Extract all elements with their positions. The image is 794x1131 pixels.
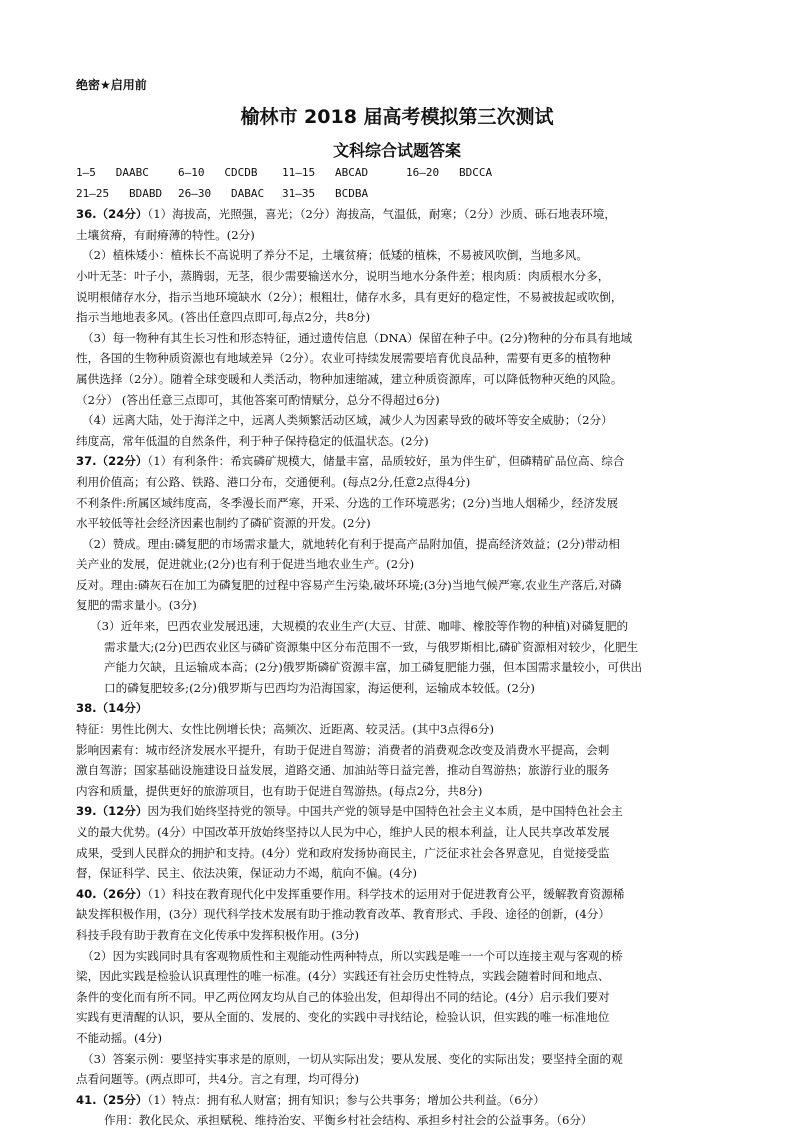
choice-answer-group: 31—35 BCDBA [282, 186, 369, 200]
page-title: 榆林市 2018 届高考模拟第三次测试 [240, 106, 554, 128]
choice-answer-group: 21—25 BDABD [76, 186, 163, 200]
q40-line: （3）答案示例：要坚持实事求是的原则，一切从实际出发；要从发展、变化的实际出发；要坚持全面的观 [82, 1051, 623, 1066]
q36-line: 纬度高，常年低温的自然条件，利于种子保持稳定的低温状态。(2分) [76, 433, 429, 448]
answer-text: （1）有利条件：希宾磷矿规模大，储量丰富，品质较好，虽为伴生矿，但磷精矿品位高、综合 [147, 454, 625, 469]
answer-text: （1）海拔高，光照强，喜光；（2分）海拔高，气温低，耐寒；（2分）沙质、砾石地表环境， [147, 207, 616, 222]
q37-line: 产能力欠缺，且运输成本高；(2分)俄罗斯磷矿资源丰富，加工磷复肥能力强，但本国需求量较小，可供出 [104, 660, 643, 675]
q37-line: 不利条件:所属区域纬度高，冬季漫长而严寒，开采、分选的工作环境恶劣；(2分)当地人烟稀少，经济发展 [76, 495, 619, 510]
choice-answers-row-2 [76, 184, 726, 205]
q40-line: 实践有更清醒的认识，要从全面的、发展的、变化的实践中寻找结论，检验认识，但实践的唯一标准地位 [76, 1010, 610, 1025]
q38-line: 影响因素有：城市经济发展水平提升，有助于促进自驾游；消费者的消费观念改变及消费水平提高，会刺 [76, 742, 610, 757]
q37-line: 关产业的发展，促进就业;(2分)也有利于促进当地农业生产。(2分) [76, 557, 415, 572]
page-subtitle: 文科综合试题答案 [332, 141, 461, 160]
q40-line: 梁，因此实践是检验认识真理性的唯一标准。(4分）实践还有社会历史性特点，实践会随着时间和地点、 [76, 969, 610, 984]
q38-line: 激自驾游；国家基础设施建设日益发展，道路交通、加油站等日益完善，推动自驾游热；旅游行业的服务 [76, 763, 610, 778]
q37-line: 口的磷复肥较多;(2分)俄罗斯与巴西均为沿海国家，海运便利，运输成本较低。(2分) [104, 680, 535, 695]
q37-line: （2）赞成。理由:磷复肥的市场需求量大，就地转化有利于提高产品附加值，提高经济效益；(2分)带动相 [82, 536, 620, 551]
q40-line: 点看问题等。(两点即可，共4分。言之有理，均可得分) [76, 1072, 360, 1087]
answer-body [76, 163, 726, 1131]
choice-answer-group: 26—30 DABAC [178, 186, 265, 200]
q39-number: 39.（12分） [76, 804, 148, 819]
answer-text: （1）科技在教育现代化中发挥重要作用。科学技术的运用对于促进教育公平，缓解教育资源稀 [147, 886, 625, 901]
q39-line: 义的最大优势。(4分）中国改革开放始终坚持以人民为中心，维护人民的根本利益，让人民共享改革发展 [76, 825, 610, 839]
q37-line: （3）近年来，巴西农业发展迅速，大规模的农业生产(大豆、甘蔗、咖啡、橡胶等作物的种植)对磷复肥的 [90, 619, 629, 634]
q38-line: 内容和质量，提供更好的旅游项目，也有助于促进自驾游热。(每点2分，共8分) [76, 783, 483, 798]
q40-line: 条件的变化而有所不同。甲乙两位网友均从自己的体验出发，但却得出不同的结论。(4分）启示我们要对 [76, 989, 610, 1004]
q40-line: 不能动摇。(4分) [76, 1030, 162, 1045]
choice-answer-group: 16—20 BDCCA [406, 166, 493, 179]
q37-line: 反对。理由:磷灰石在加工为磷复肥的过程中容易产生污染,破坏环境;(3分)当地气候严寒,农业生产落后,对磷 [76, 577, 622, 592]
q38-number: 38.（14分） [76, 701, 148, 716]
q39-line: 成果，受到人民群众的拥护和支持。(4分）党和政府发扬协商民主，广泛征求社会各界意见，自觉接受监 [76, 845, 610, 860]
secret-label: 绝密★启用前 [76, 78, 147, 92]
q36-line: 性，各国的生物种质资源也有地域差异（2分）。农业可持续发展需要培育优良品种，需要有更多的植物种 [76, 351, 611, 366]
q39-line [76, 801, 726, 822]
q38-line: 特征：男性比例大、女性比例增长快；高频次、近距离、较灵活。(其中3点得6分) [76, 722, 494, 737]
q37-line: 需求量大;(2分)巴西农业区与磷矿资源集中区分布范围不一致，与俄罗斯相比,磷矿资源相对较少，化肥生 [104, 639, 639, 654]
choice-answer-group: 1—5 DAABC [76, 166, 149, 179]
q36-line: （4）远离大陆，处于海洋之中，远离人类频繁活动区域，减少人为因素导致的破坏等安全威胁；（2分） [82, 413, 613, 428]
q37-line: 复肥的需求量小。(3分) [76, 598, 197, 613]
q40-line: 科技手段有助于教育在文化传承中发挥积极作用。(3分) [76, 927, 360, 942]
q36-line: 属供选择（2分）。随着全球变暖和人类活动，物种加速缩减，建立种质资源库，可以降低物种灭绝的风险。 [76, 371, 623, 386]
q41-line [76, 1090, 726, 1111]
q36-line: 说明根储存水分，指示当地环境缺水（2分）；根粗壮，储存水多，具有更好的稳定性，不易被拔起或吹倒， [76, 289, 623, 304]
choice-answer-group: 11—15 ABCAD [282, 166, 369, 179]
answer-text: （1）特点：拥有私人财富；拥有知识；参与公共事务；增加公共利益。（6分） [147, 1092, 545, 1107]
q40-line: 缺发挥积极作用，(3分）现代科学技术发展有助于推动教育改革、教育形式、手段、途径的创新，(4分） [76, 907, 610, 922]
q36-line: （3）每一物种有其生长习性和形态特征，通过遗传信息（DNA）保留在种子中。(2分)物种的分布具有地域 [82, 330, 633, 345]
answer-text: 因为我们始终坚持党的领导。中国共产党的领导是中国特色社会主义本质，是中国特色社会主 [147, 804, 623, 819]
q40-line: （2）因为实践同时具有客观物质性和主观能动性两种特点，所以实践是唯一一个可以连接主观与客观的桥 [82, 948, 623, 963]
q40-line [76, 884, 726, 905]
q36-line: （2分） (答出任意三点即可，其他答案可酌情赋分，总分不得超过6分) [76, 392, 440, 407]
q36-number: 36.（24分） [76, 207, 148, 222]
q36-line [76, 204, 726, 225]
choice-answer-group: 6—10 CDCDB [178, 166, 258, 179]
q36-line: 指示当地地表多风。(答出任意四点即可,每点2分，共8分) [76, 310, 371, 325]
q36-line: （2）植株矮小：植株长不高说明了养分不足，土壤贫瘠；低矮的植株，不易被风吹倒，当地多风。 [82, 248, 588, 263]
choice-answers-row-1 [76, 163, 726, 184]
q36-line: 小叶无茎：叶子小，蒸腾弱，无茎，很少需要输送水分，说明当地水分条件差；根肉质：肉质根水分多， [76, 268, 610, 283]
q37-line [76, 451, 726, 472]
q40-number: 40.（26分） [76, 886, 148, 901]
q38-line [76, 698, 726, 719]
q39-line: 督，保证科学、民主、依法决策，保证动力不竭，航向不偏。(4分) [76, 866, 418, 881]
q37-number: 37.（22分） [76, 454, 148, 469]
q41-line: 作用：教化民众、承担赋税、维持治安、平衡乡村社会结构、承担乡村社会的公益事务。（6分） [104, 1113, 593, 1128]
q36-line: 土壤贫瘠，有耐瘠薄的特性。(2分) [76, 227, 255, 242]
q37-line: 利用价值高；有公路、铁路、港口分布，交通便利。(每点2分,任意2点得4分) [76, 474, 471, 489]
q37-line: 水平较低等社会经济因素也制约了磷矿资源的开发。(2分) [76, 516, 371, 531]
q41-number: 41.（25分） [76, 1092, 148, 1107]
